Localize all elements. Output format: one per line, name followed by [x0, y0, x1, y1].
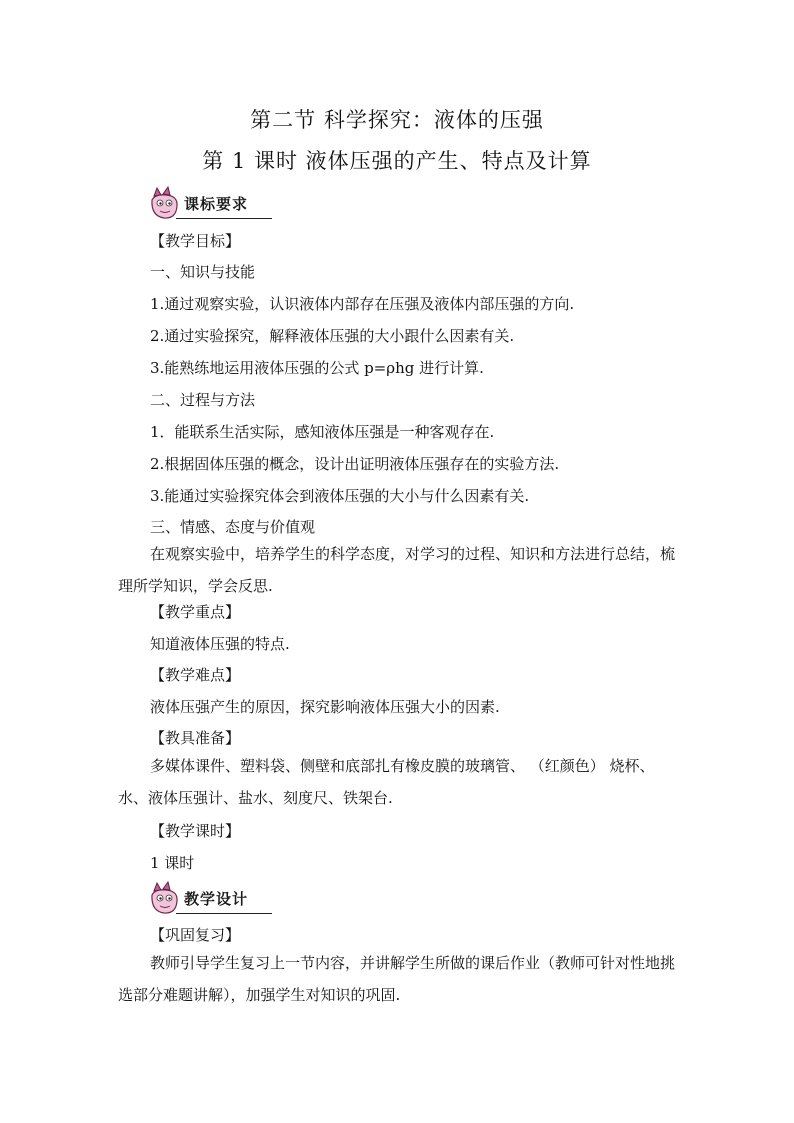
badge-underline — [176, 913, 272, 914]
cartoon-mascot-icon — [148, 881, 188, 917]
key-points-label: 【教学重点】 — [150, 603, 241, 621]
design-badge — [148, 881, 272, 917]
knowledge-item: 1.通过观察实验，认识液体内部存在压强及液体内部压强的方向. — [150, 295, 575, 313]
review-paragraph: 教师引导学生复习上一节内容，并讲解学生所做的课后作业（教师可针对性地挑选部分难题讲解），加强学生对知识的巩固. — [118, 954, 676, 1004]
standards-badge — [148, 186, 272, 222]
hours-text: 1 课时 — [150, 854, 195, 872]
standards-badge-label: 课标要求 — [184, 195, 249, 213]
goals-label: 【教学目标】 — [150, 232, 241, 250]
badge-underline — [176, 218, 272, 219]
lesson-title: 第 1 课时 液体压强的产生、特点及计算 — [202, 149, 592, 173]
process-item: 3.能通过实验探究体会到液体压强的大小与什么因素有关. — [150, 487, 530, 505]
review-label: 【巩固复习】 — [150, 926, 241, 944]
equipment-paragraph: 多媒体课件、塑料袋、侧壁和底部扎有橡皮膜的玻璃管、 （红颜色） 烧杯、水、液体压强计、盐水、刻度尺、铁架台. — [118, 757, 655, 807]
design-badge-label: 教学设计 — [184, 890, 249, 908]
hours-label: 【教学课时】 — [150, 822, 241, 840]
knowledge-heading: 一、知识与技能 — [150, 263, 256, 281]
key-points-text: 知道液体压强的特点. — [150, 635, 290, 653]
process-item: 2.根据固体压强的概念，设计出证明液体压强存在的实验方法. — [150, 455, 560, 473]
difficulties-text: 液体压强产生的原因，探究影响液体压强大小的因素. — [150, 698, 500, 716]
cartoon-mascot-icon — [148, 186, 188, 222]
equipment-label: 【教具准备】 — [150, 729, 241, 747]
process-item: 1．能联系生活实际，感知液体压强是一种客观存在. — [150, 423, 495, 441]
attitude-heading: 三、情感、态度与价值观 — [150, 518, 316, 536]
knowledge-item: 3.能熟练地运用液体压强的公式 p=ρhg 进行计算. — [150, 359, 484, 377]
attitude-paragraph: 在观察实验中，培养学生的科学态度，对学习的过程、知识和方法进行总结，梳理所学知识，学会反思. — [118, 545, 676, 595]
knowledge-item: 2.通过实验探究，解释液体压强的大小跟什么因素有关. — [150, 327, 515, 345]
process-heading: 二、过程与方法 — [150, 391, 256, 409]
difficulties-label: 【教学难点】 — [150, 666, 241, 684]
section-title: 第二节 科学探究：液体的压强 — [250, 108, 544, 132]
